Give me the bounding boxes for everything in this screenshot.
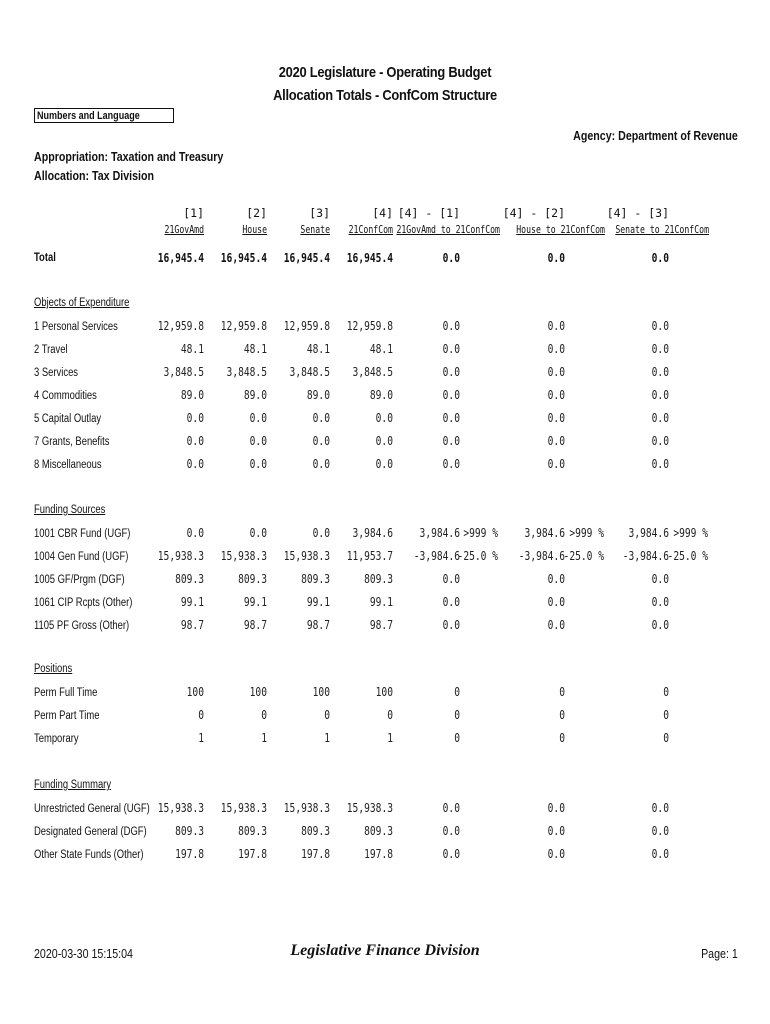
cell-value: 89.0: [180, 388, 204, 402]
cell-value: 0.0: [442, 434, 460, 448]
cell-value: 0: [198, 708, 204, 722]
column-number: [2]: [246, 206, 267, 220]
cell-value: 0.0: [651, 618, 669, 632]
total-value: 16,945.4: [220, 251, 267, 265]
cell-value: 0.0: [651, 595, 669, 609]
cell-value: 48.1: [180, 342, 204, 356]
cell-value: 0.0: [442, 365, 460, 379]
cell-value: 809.3: [301, 572, 330, 586]
cell-value: 0.0: [442, 457, 460, 471]
cell-value: 0.0: [547, 365, 565, 379]
column-number: [4]: [372, 206, 393, 220]
appropriation-label: Appropriation: Taxation and Treasury: [34, 149, 224, 164]
cell-value: 0.0: [442, 847, 460, 861]
cell-value: 0: [454, 731, 460, 745]
cell-value: 0.0: [651, 801, 669, 815]
section-title: Objects of Expenditure: [34, 297, 130, 309]
row-label: Perm Full Time: [34, 687, 98, 699]
cell-value: 197.8: [364, 847, 393, 861]
cell-value: 0.0: [442, 388, 460, 402]
column-label: 21GovAmd to 21ConfCom: [396, 224, 500, 236]
cell-value: 0.0: [442, 342, 460, 356]
section-title: Funding Summary: [34, 779, 112, 791]
cell-value: 0.0: [547, 457, 565, 471]
cell-value: 12,959.8: [283, 319, 330, 333]
row-label: Perm Part Time: [34, 710, 100, 722]
cell-value: 0.0: [651, 411, 669, 425]
cell-value: 0.0: [651, 319, 669, 333]
column-label: 21GovAmd: [164, 224, 204, 236]
row-label: 7 Grants, Benefits: [34, 436, 110, 448]
cell-value: 0.0: [442, 618, 460, 632]
cell-value: 809.3: [301, 824, 330, 838]
cell-value: 3,848.5: [289, 365, 330, 379]
total-value: 0.0: [651, 251, 669, 265]
column-number: [3]: [309, 206, 330, 220]
cell-value: 12,959.8: [346, 319, 393, 333]
row-label: 1001 CBR Fund (UGF): [34, 528, 131, 540]
cell-value: 3,984.6: [628, 526, 669, 540]
report-subtitle: Allocation Totals - ConfCom Structure: [273, 87, 497, 104]
footer-page: Page: 1: [701, 946, 738, 961]
cell-value: 100: [186, 685, 204, 699]
cell-value: 98.7: [369, 618, 393, 632]
row-label: 1105 PF Gross (Other): [34, 620, 130, 632]
cell-percent: -25.0 %: [457, 549, 498, 563]
cell-value: 809.3: [238, 572, 267, 586]
cell-value: 0.0: [312, 457, 330, 471]
cell-value: 0: [387, 708, 393, 722]
cell-value: 48.1: [369, 342, 393, 356]
section-title: Positions: [34, 663, 73, 675]
cell-value: 0.0: [651, 434, 669, 448]
cell-value: 0.0: [186, 526, 204, 540]
cell-value: 0.0: [442, 824, 460, 838]
column-number: [1]: [183, 206, 204, 220]
column-number: [4] - [1]: [397, 206, 460, 220]
agency-label: Agency: Department of Revenue: [573, 128, 738, 143]
cell-value: 3,984.6: [524, 526, 565, 540]
cell-value: 0.0: [547, 319, 565, 333]
total-value: 16,945.4: [283, 251, 330, 265]
cell-value: 0.0: [651, 847, 669, 861]
row-label: 2 Travel: [34, 344, 68, 356]
footer-timestamp: 2020-03-30 15:15:04: [34, 946, 133, 961]
cell-value: 0: [261, 708, 267, 722]
cell-value: 809.3: [364, 824, 393, 838]
row-label: Temporary: [34, 733, 79, 745]
cell-value: 100: [312, 685, 330, 699]
cell-value: 3,848.5: [226, 365, 267, 379]
cell-value: 0.0: [547, 801, 565, 815]
column-label: House to 21ConfCom: [516, 224, 605, 236]
column-label: Senate: [300, 224, 330, 236]
cell-value: 0.0: [186, 457, 204, 471]
total-value: 0.0: [547, 251, 565, 265]
cell-value: 1: [198, 731, 204, 745]
cell-value: 89.0: [369, 388, 393, 402]
cell-value: 3,848.5: [163, 365, 204, 379]
cell-value: 0: [324, 708, 330, 722]
cell-value: 11,953.7: [346, 549, 393, 563]
cell-value: 809.3: [175, 824, 204, 838]
cell-value: 0.0: [651, 457, 669, 471]
cell-value: 0.0: [651, 572, 669, 586]
report-title: 2020 Legislature - Operating Budget: [278, 64, 492, 81]
cell-value: 197.8: [238, 847, 267, 861]
cell-value: 0.0: [249, 457, 267, 471]
cell-value: 98.7: [180, 618, 204, 632]
total-label: Total: [34, 252, 56, 264]
cell-value: 0.0: [651, 388, 669, 402]
cell-value: 809.3: [238, 824, 267, 838]
cell-value: 0: [454, 708, 460, 722]
cell-value: 12,959.8: [157, 319, 204, 333]
cell-percent: -25.0 %: [563, 549, 604, 563]
cell-value: 99.1: [306, 595, 330, 609]
cell-value: 0.0: [442, 801, 460, 815]
cell-value: 0.0: [442, 572, 460, 586]
cell-value: 99.1: [243, 595, 267, 609]
cell-value: 0.0: [186, 434, 204, 448]
cell-value: 99.1: [180, 595, 204, 609]
cell-value: 0.0: [547, 434, 565, 448]
cell-percent: >999 %: [569, 526, 604, 540]
allocation-label: Allocation: Tax Division: [34, 168, 155, 183]
cell-value: 0.0: [651, 365, 669, 379]
cell-value: 48.1: [306, 342, 330, 356]
cell-value: 0.0: [547, 824, 565, 838]
cell-value: 0.0: [312, 526, 330, 540]
section-title: Funding Sources: [34, 504, 106, 516]
cell-value: 0.0: [312, 434, 330, 448]
column-number: [4] - [3]: [606, 206, 669, 220]
column-label: Senate to 21ConfCom: [615, 224, 709, 236]
numbers-language-box: [34, 108, 174, 123]
cell-value: 0.0: [249, 411, 267, 425]
total-value: 16,945.4: [346, 251, 393, 265]
row-label: 1005 GF/Prgm (DGF): [34, 574, 125, 586]
cell-value: 12,959.8: [220, 319, 267, 333]
box-label: Numbers and Language: [37, 110, 140, 122]
cell-value: 15,938.3: [283, 801, 330, 815]
cell-value: 1: [261, 731, 267, 745]
row-label: 8 Miscellaneous: [34, 459, 102, 471]
cell-value: 0.0: [547, 595, 565, 609]
cell-value: 0.0: [442, 319, 460, 333]
cell-value: 0.0: [249, 526, 267, 540]
cell-value: 0.0: [651, 342, 669, 356]
cell-value: 0.0: [249, 434, 267, 448]
footer-org: Legislative Finance Division: [290, 942, 480, 959]
cell-value: 3,984.6: [352, 526, 393, 540]
cell-value: 89.0: [306, 388, 330, 402]
cell-value: 0: [559, 685, 565, 699]
cell-value: 0.0: [547, 618, 565, 632]
cell-value: 0: [454, 685, 460, 699]
cell-value: 0.0: [312, 411, 330, 425]
cell-value: 48.1: [243, 342, 267, 356]
cell-value: 0.0: [375, 411, 393, 425]
cell-value: 0: [663, 685, 669, 699]
row-label: Designated General (DGF): [34, 826, 147, 838]
cell-value: 15,938.3: [346, 801, 393, 815]
row-label: 3 Services: [34, 367, 79, 379]
cell-value: 809.3: [364, 572, 393, 586]
cell-value: 197.8: [175, 847, 204, 861]
cell-value: 99.1: [369, 595, 393, 609]
cell-value: 15,938.3: [220, 549, 267, 563]
cell-value: 89.0: [243, 388, 267, 402]
cell-value: 0.0: [547, 388, 565, 402]
total-value: 0.0: [442, 251, 460, 265]
column-label: House: [242, 224, 267, 236]
cell-value: 0.0: [375, 457, 393, 471]
cell-value: -3,984.6: [413, 549, 460, 563]
total-value: 16,945.4: [157, 251, 204, 265]
cell-value: 0.0: [547, 342, 565, 356]
cell-value: 197.8: [301, 847, 330, 861]
cell-value: -3,984.6: [518, 549, 565, 563]
cell-value: 3,848.5: [352, 365, 393, 379]
cell-value: 0.0: [547, 847, 565, 861]
cell-value: 0: [559, 708, 565, 722]
cell-value: 15,938.3: [157, 549, 204, 563]
cell-value: 809.3: [175, 572, 204, 586]
row-label: Other State Funds (Other): [34, 849, 144, 861]
cell-value: 1: [324, 731, 330, 745]
row-label: Unrestricted General (UGF): [34, 803, 150, 815]
cell-value: 0.0: [651, 824, 669, 838]
cell-value: 0.0: [442, 411, 460, 425]
row-label: 1061 CIP Rcpts (Other): [34, 597, 133, 609]
cell-value: 15,938.3: [220, 801, 267, 815]
cell-value: 0: [663, 708, 669, 722]
cell-value: 0.0: [547, 411, 565, 425]
cell-value: 98.7: [306, 618, 330, 632]
cell-value: 0.0: [547, 572, 565, 586]
cell-value: 0.0: [442, 595, 460, 609]
row-label: 1004 Gen Fund (UGF): [34, 551, 129, 563]
row-label: 4 Commodities: [34, 390, 97, 402]
row-label: 1 Personal Services: [34, 321, 118, 333]
cell-value: 100: [249, 685, 267, 699]
cell-value: 98.7: [243, 618, 267, 632]
cell-percent: >999 %: [463, 526, 498, 540]
cell-value: 0: [663, 731, 669, 745]
cell-value: 0.0: [186, 411, 204, 425]
column-label: 21ConfCom: [348, 224, 393, 236]
cell-value: -3,984.6: [622, 549, 669, 563]
cell-percent: -25.0 %: [667, 549, 708, 563]
cell-value: 0.0: [375, 434, 393, 448]
column-number: [4] - [2]: [502, 206, 565, 220]
row-label: 5 Capital Outlay: [34, 413, 102, 425]
cell-value: 100: [375, 685, 393, 699]
cell-value: 1: [387, 731, 393, 745]
cell-value: 15,938.3: [283, 549, 330, 563]
cell-value: 3,984.6: [419, 526, 460, 540]
cell-value: 15,938.3: [157, 801, 204, 815]
cell-value: 0: [559, 731, 565, 745]
cell-percent: >999 %: [673, 526, 708, 540]
